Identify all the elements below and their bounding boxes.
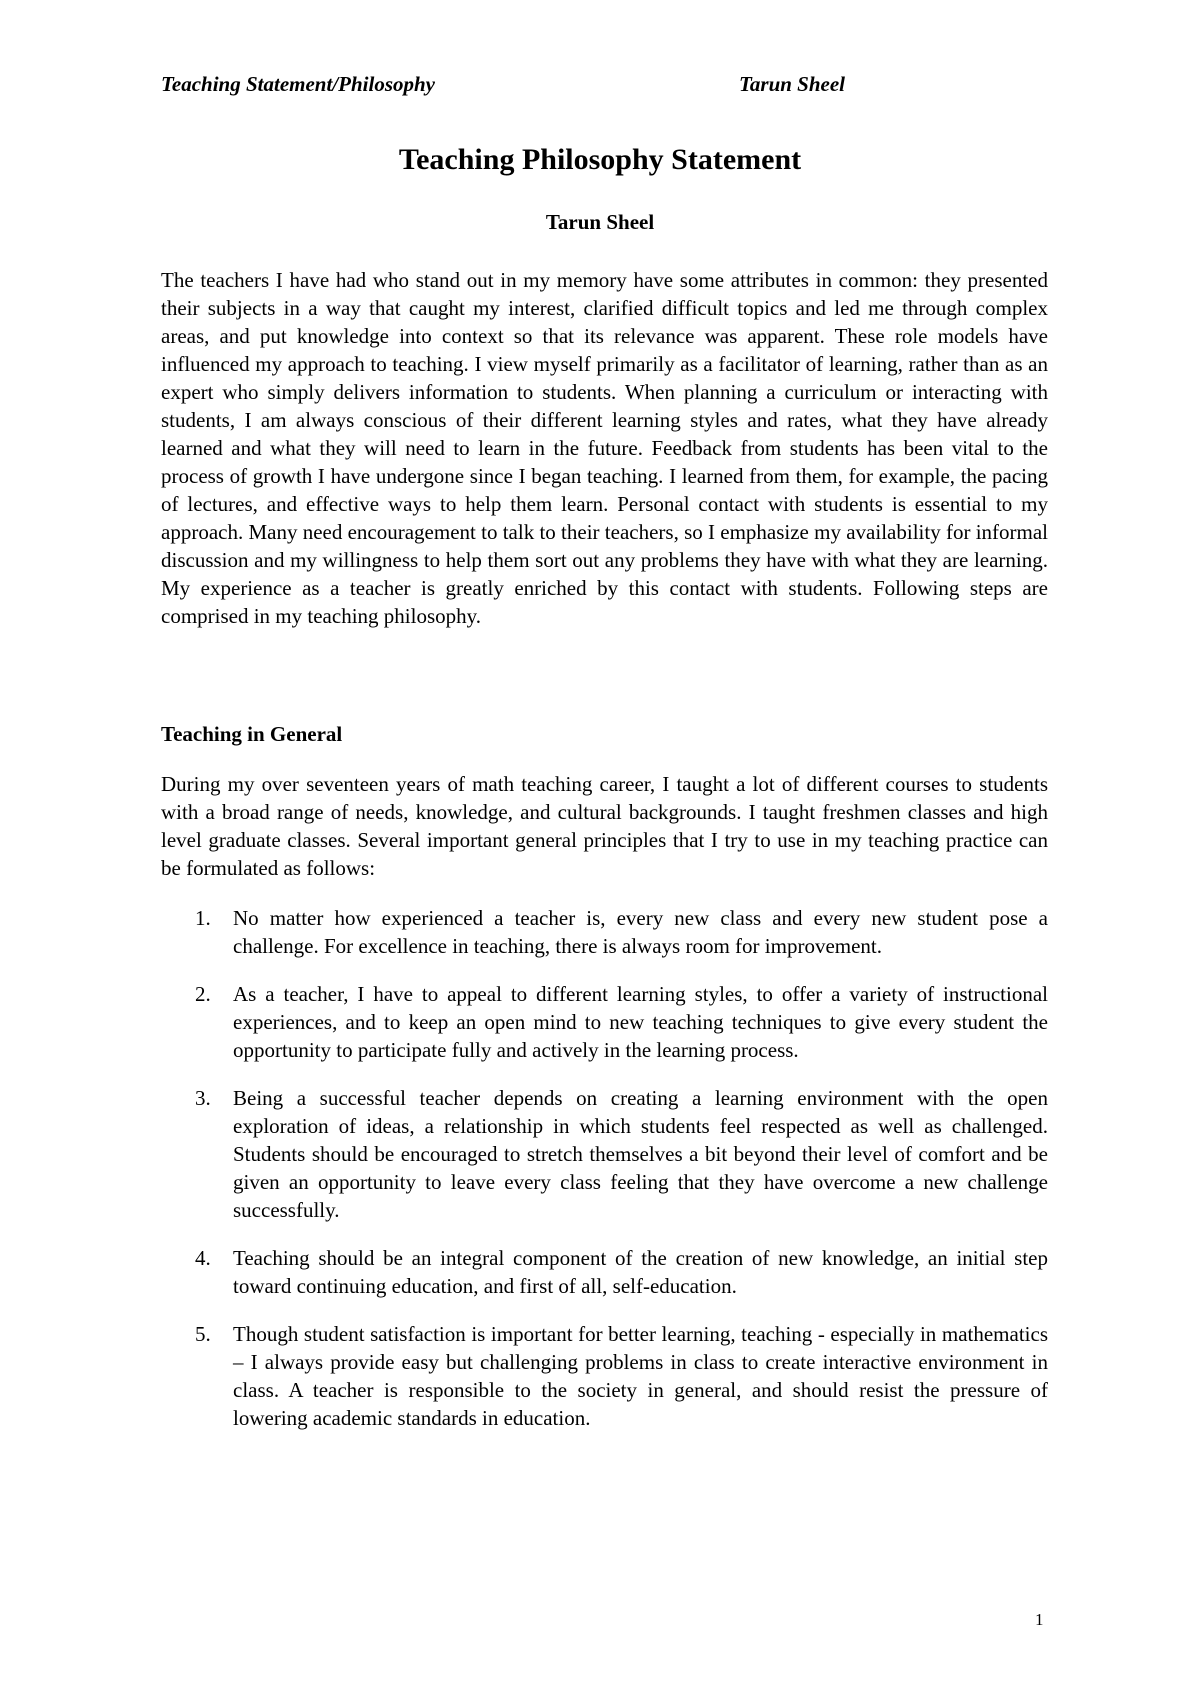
list-item — [161, 904, 1048, 960]
list-item-text: Being a successful teacher depends on creating a learning environment with the open exploration of ideas, a relationship in which students feel respected as well as challenged. Students should be encouraged to stretch themselves a bit beyond their level of comfort and be given an opportunity to leave every class feeling that they have overcome a new challenge successfully. — [233, 1086, 1048, 1222]
header-document-type: Teaching Statement/Philosophy — [161, 72, 436, 96]
list-item — [161, 1320, 1048, 1432]
principles-list — [161, 904, 1048, 1452]
list-item — [161, 980, 1048, 1064]
list-item-text: As a teacher, I have to appeal to different learning styles, to offer a variety of instructional experiences, and to keep an open mind to new teaching techniques to give every student the opportunity to participate fully and actively in the learning process. — [233, 982, 1048, 1062]
list-item — [161, 1244, 1048, 1300]
list-item-number: 2. — [195, 982, 211, 1006]
section-intro-paragraph: During my over seventeen years of math teaching career, I taught a lot of different courses to students with a broad range of needs, knowledge, and cultural backgrounds. I taught freshmen classes and high level graduate classes. Several important general principles that I try to use in my teaching practice can be formulated as follows: — [161, 772, 1048, 880]
header-author-name: Tarun Sheel — [739, 72, 846, 96]
author-name: Tarun Sheel — [545, 210, 655, 234]
list-item-number: 5. — [195, 1322, 211, 1346]
list-item — [161, 1084, 1048, 1224]
list-item-number: 1. — [195, 906, 211, 930]
list-item-text: Teaching should be an integral component of the creation of new knowledge, an initial step toward continuing education, and first of all, self-education. — [233, 1246, 1048, 1298]
list-item-text: Though student satisfaction is important for better learning, teaching - especially in mathematics – I always provide easy but challenging problems in class to create interactive environment in class. A teacher is responsible to the society in general, and should resist the pressure of lowering academic standards in education. — [233, 1322, 1048, 1430]
intro-paragraph: The teachers I have had who stand out in my memory have some attributes in common: they presented their subjects in a way that caught my interest, clarified difficult topics and led me through complex areas, and put knowledge into context so that its relevance was apparent. These role models have influenced my approach to teaching. I view myself primarily as a facilitator of learning, rather than as an expert who simply delivers information to students. When planning a curriculum or interacting with students, I am always conscious of their different learning styles and rates, what they have already learned and what they will need to learn in the future. Feedback from students has been vital to the process of growth I have undergone since I began teaching. I learned from them, for example, the pacing of lectures, and effective ways to help them learn. Personal contact with students is essential to my approach. Many need encouragement to talk to their teachers, so I emphasize my availability for informal discussion and my willingness to help them sort out any problems they have with what they are learning. My experience as a teacher is greatly enriched by this contact with students. Following steps are comprised in my teaching philosophy. — [161, 268, 1048, 628]
page-title: Teaching Philosophy Statement — [398, 143, 802, 176]
page-number: 1 — [1035, 1610, 1044, 1629]
list-item-text: No matter how experienced a teacher is, every new class and every new student pose a challenge. For excellence in teaching, there is always room for improvement. — [233, 906, 1048, 958]
section-heading-teaching-in-general: Teaching in General — [161, 722, 343, 746]
list-item-number: 3. — [195, 1086, 211, 1110]
list-item-number: 4. — [195, 1246, 211, 1270]
